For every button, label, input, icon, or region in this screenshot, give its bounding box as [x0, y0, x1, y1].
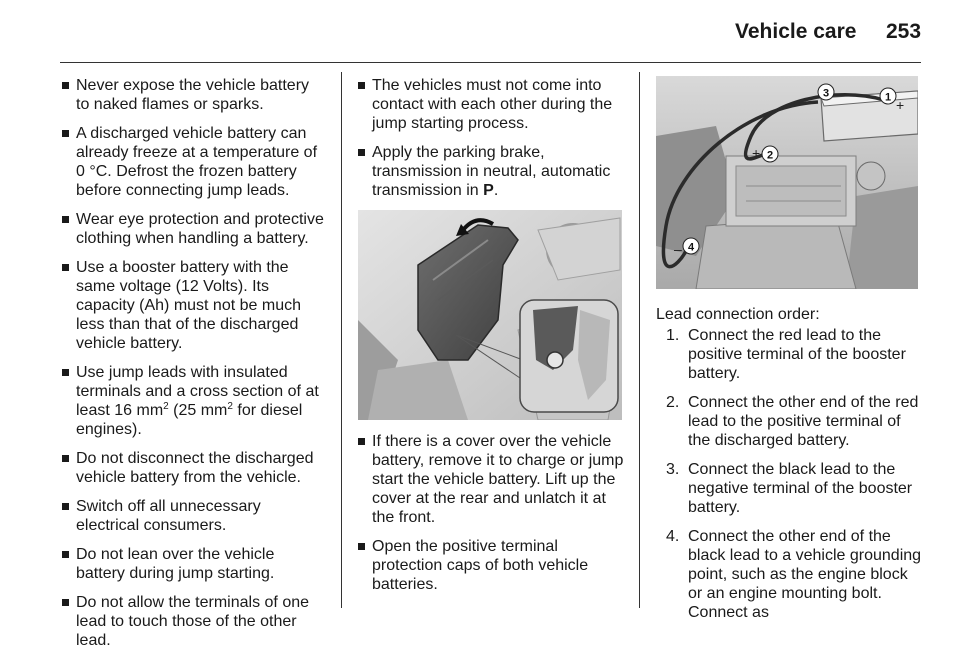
- step-item: [656, 527, 924, 622]
- bullet-text: Use jump leads with insulated terminals and a cross section of at least 16 mm: [76, 364, 319, 419]
- svg-text:4: 4: [687, 241, 695, 254]
- callout-2: [762, 146, 778, 162]
- bullet-item: [62, 76, 326, 114]
- bullet-item: [358, 76, 624, 133]
- bullet-item: [358, 537, 624, 594]
- bullet-item: [62, 210, 326, 248]
- bullet-text: Use a booster battery with the same voltage (12 Volts). Its capacity (Ah) must not be much less than that of the discharged vehicle battery.: [76, 259, 301, 352]
- bullet-text: Do not lean over the vehicle battery during jump starting.: [76, 546, 275, 582]
- bullet-text: The vehicles must not come into contact with each other during the jump starting process.: [372, 77, 613, 132]
- step-number: 3.: [666, 461, 680, 478]
- svg-text:3: 3: [822, 87, 830, 100]
- battery-cover-drawing: [358, 210, 622, 420]
- step-text: Connect the red lead to the positive terminal of the booster battery.: [688, 327, 906, 382]
- step-item: [656, 326, 924, 383]
- header-rule: [60, 62, 921, 63]
- bullet-text: Switch off all unnecessary electrical consumers.: [76, 498, 261, 534]
- bullet-item: [62, 124, 326, 200]
- svg-text:+: +: [752, 145, 761, 161]
- bullet-text: Apply the parking brake, transmission in neutral, automatic transmission in: [372, 144, 611, 199]
- step-number: 2.: [666, 394, 680, 411]
- callout-3: [818, 84, 834, 100]
- column-divider-right: [639, 72, 640, 608]
- jump-lead-illustration: [656, 76, 918, 289]
- bullet-item: [358, 143, 624, 200]
- bullet-item: [62, 449, 326, 487]
- svg-text:1: 1: [884, 91, 892, 104]
- step-number: 1.: [666, 327, 680, 344]
- jump-lead-drawing: [656, 76, 918, 289]
- step-text: Connect the black lead to the negative terminal of the booster battery.: [688, 461, 913, 516]
- step-text: Connect the other end of the red lead to the positive terminal of the discharged battery.: [688, 394, 919, 449]
- bullet-text: Do not disconnect the discharged vehicle battery from the vehicle.: [76, 450, 314, 486]
- safety-bullet-list: [62, 76, 326, 650]
- gear-position-label: P: [483, 182, 494, 199]
- bullet-item: [62, 497, 326, 535]
- column-divider-left: [341, 72, 342, 608]
- callout-4: [683, 238, 699, 254]
- bullet-text: (25 mm: [168, 402, 228, 419]
- page-number: 253: [886, 20, 922, 43]
- battery-cover-bullet-list: [358, 432, 624, 594]
- lead-connection-heading: Lead connection order:: [656, 306, 820, 323]
- step-text: Connect the other end of the black lead to a vehicle grounding point, such as the engine block or an engine mounting bolt. Connect as: [688, 528, 922, 621]
- step-item: [656, 460, 924, 517]
- bullet-text: Never expose the vehicle battery to naked flames or sparks.: [76, 77, 310, 113]
- battery-cover-illustration: [358, 210, 622, 420]
- superscript: 2: [227, 401, 233, 412]
- lead-connection-steps: [656, 326, 924, 622]
- header-title: Vehicle care: [735, 20, 857, 43]
- bullet-text: for diesel engines).: [76, 402, 303, 438]
- superscript: 2: [163, 401, 169, 412]
- column-2: [358, 76, 624, 604]
- svg-text:2: 2: [766, 149, 774, 162]
- step-number: 4.: [666, 528, 680, 545]
- bullet-text: .: [493, 182, 499, 199]
- bullet-text: If there is a cover over the vehicle battery, remove it to charge or jump start the vehicle battery. Lift up the cover at the rear and unlatch it at the front.: [372, 433, 624, 526]
- column-3: [656, 76, 924, 632]
- bullet-text: Wear eye protection and protective clothing when handling a battery.: [76, 211, 324, 247]
- bullet-text: Open the positive terminal protection caps of both vehicle batteries.: [372, 538, 589, 593]
- bullet-item: [358, 432, 624, 527]
- bullet-item: [62, 593, 326, 650]
- preparation-bullet-list: [358, 76, 624, 200]
- bullet-item: [62, 363, 326, 439]
- column-1: [62, 76, 326, 660]
- bullet-text: Do not allow the terminals of one lead to touch those of the other lead.: [76, 594, 310, 649]
- bullet-item: [62, 545, 326, 583]
- svg-text:–: –: [674, 241, 682, 257]
- step-item: [656, 393, 924, 450]
- svg-text:+: +: [896, 97, 905, 113]
- callout-1: [880, 88, 896, 104]
- bullet-text: A discharged vehicle battery can already freeze at a temperature of 0 °C. Defrost the frozen battery before connecting jump leads.: [76, 125, 318, 199]
- bullet-item: [62, 258, 326, 353]
